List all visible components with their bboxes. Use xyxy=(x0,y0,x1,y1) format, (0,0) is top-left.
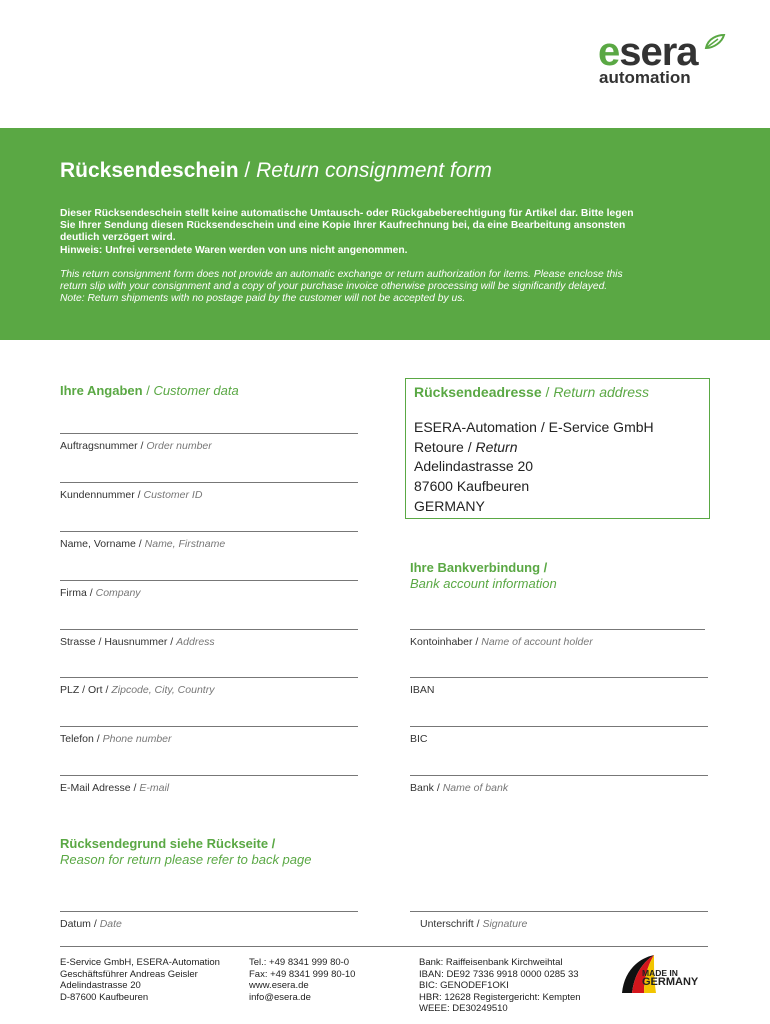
form-title-en: Return consignment form xyxy=(256,159,492,182)
return-reason-heading xyxy=(60,836,311,868)
intro-de-line: deutlich verzögert wird. xyxy=(60,232,176,244)
field-underline xyxy=(60,531,358,532)
label-de: Datum xyxy=(60,918,91,930)
label-en: E-mail xyxy=(139,782,170,794)
footer-phone: Tel.: +49 8341 999 80-0 xyxy=(249,957,350,968)
footer-line: Bank: Raiffeisenbank Kirchweihtal xyxy=(419,957,563,968)
field-underline xyxy=(60,775,358,776)
name-field[interactable] xyxy=(60,538,225,552)
field-underline xyxy=(60,911,358,912)
bank-name-label: Bank / Name of bank xyxy=(410,782,509,794)
footer-email-link[interactable]: info@esera.de xyxy=(249,991,311,1003)
address-label: Strasse / Hausnummer / Address xyxy=(60,636,215,648)
account-holder-field[interactable] xyxy=(410,636,593,650)
bank-name-field[interactable] xyxy=(410,782,508,796)
intro-text-de xyxy=(60,208,720,257)
intro-en-line: return slip with your consignment and a copy of your purchase invoice otherwise processing will be significantly delayed. xyxy=(60,281,608,293)
label-en: Name, Firstname xyxy=(144,538,226,550)
return-dept-de: Retoure xyxy=(414,438,464,455)
footer-line: E-Service GmbH, ESERA-Automation xyxy=(60,957,220,968)
leaf-icon xyxy=(704,34,726,50)
badge-line1: MADE IN xyxy=(642,968,678,978)
label-separator: / xyxy=(473,918,483,930)
footer-contact-info xyxy=(249,957,355,1003)
return-address-dept xyxy=(414,438,654,458)
footer-line: Adelindastrasse 20 xyxy=(60,980,141,991)
field-underline xyxy=(60,629,358,630)
intro-text-en xyxy=(60,269,720,306)
return-address-street: Adelindastrasse 20 xyxy=(414,458,534,475)
label-en: Order number xyxy=(146,440,212,452)
bic-field[interactable] xyxy=(410,733,428,747)
footer-company-info xyxy=(60,957,220,1003)
label-en: Customer ID xyxy=(143,489,203,501)
label-en: Name of account holder xyxy=(481,636,593,648)
label-de: Firma xyxy=(60,587,87,599)
esera-logo xyxy=(596,30,736,94)
footer-line: IBAN: DE92 7336 9918 0000 0285 33 xyxy=(419,968,579,980)
form-title-de: Rücksendeschein xyxy=(60,159,239,182)
field-underline xyxy=(60,433,358,434)
field-underline xyxy=(60,677,358,678)
footer-line: Geschäftsführer Andreas Geisler xyxy=(60,968,198,980)
label-de: Kontoinhaber xyxy=(410,636,473,648)
account-holder-label: Kontoinhaber / Name of account holder xyxy=(410,636,593,648)
zip-city-field[interactable] xyxy=(60,684,214,698)
label-en: Signature xyxy=(482,918,528,930)
label-de: Telefon xyxy=(60,733,94,745)
field-underline xyxy=(60,580,358,581)
date-field[interactable] xyxy=(60,918,122,932)
label-de: Strasse / Hausnummer xyxy=(60,636,168,648)
label-de: Auftragsnummer xyxy=(60,440,138,452)
order-number-label: Auftragsnummer / Order number xyxy=(60,440,212,452)
made-in-germany-text xyxy=(642,969,698,987)
customer-data-heading xyxy=(60,383,239,398)
bank-heading-en: Bank account information xyxy=(410,575,557,591)
iban-field[interactable] xyxy=(410,684,435,698)
address-field[interactable] xyxy=(60,636,215,650)
email-label: E-Mail Adresse / E-mail xyxy=(60,782,170,794)
footer-divider xyxy=(60,946,708,947)
label-en: Address xyxy=(176,636,215,648)
return-address-heading xyxy=(414,384,649,400)
intro-en-note: Note: Return shipments with no postage paid by the customer will not be accepted by us. xyxy=(60,293,466,305)
return-address-heading-de: Rücksendeadresse xyxy=(414,384,542,400)
bic-label: BIC xyxy=(410,733,428,745)
email-field[interactable] xyxy=(60,782,169,796)
zip-city-label: PLZ / Ort / Zipcode, City, Country xyxy=(60,684,215,696)
logo-word-rest: sera xyxy=(619,30,698,74)
field-underline xyxy=(410,911,708,912)
footer-line: WEEE: DE30249510 xyxy=(419,1003,508,1014)
footer-line: D-87600 Kaufbeuren xyxy=(60,991,149,1003)
label-de: PLZ / Ort xyxy=(60,684,103,696)
label-en: Zipcode, City, Country xyxy=(111,684,215,696)
label-de: Name, Vorname xyxy=(60,538,136,550)
intro-en-line: This return consignment form does not provide an automatic exchange or return authorization for items. Please enclose this xyxy=(60,269,623,280)
customer-heading-separator: / xyxy=(142,383,154,398)
name-label: Name, Vorname / Name, Firstname xyxy=(60,538,226,550)
field-underline xyxy=(410,775,708,776)
return-dept-en: Return xyxy=(475,438,518,455)
customer-heading-de: Ihre Angaben xyxy=(60,383,143,398)
footer-website-link[interactable]: www.esera.de xyxy=(249,980,309,991)
label-de: Kundennummer xyxy=(60,489,135,501)
intro-de-line: Sie Ihrer Sendung diesen Rücksendeschein und eine Kopie Ihrer Kaufrechnung bei, da eine Bearbeitung ansonsten xyxy=(60,220,626,232)
customer-heading-en: Customer data xyxy=(153,383,239,398)
field-underline xyxy=(410,726,708,727)
date-label xyxy=(60,918,122,930)
return-address-country: GERMANY xyxy=(414,497,485,514)
field-underline xyxy=(410,677,708,678)
field-underline xyxy=(60,482,358,483)
return-address-city: 87600 Kaufbeuren xyxy=(414,478,530,495)
intro-de-note: Hinweis: Unfrei versendete Waren werden von uns nicht angenommen. xyxy=(60,244,408,256)
intro-banner xyxy=(0,128,770,340)
label-de: E-Mail Adresse xyxy=(60,782,131,794)
bank-account-heading xyxy=(410,560,557,591)
order-number-field[interactable] xyxy=(60,440,212,454)
return-address-lines xyxy=(414,418,654,517)
return-dept-separator: / xyxy=(463,438,476,455)
label-en: Company xyxy=(95,587,141,599)
label-en: Date xyxy=(99,918,122,930)
customer-id-field[interactable] xyxy=(60,489,202,503)
signature-field[interactable] xyxy=(410,918,527,932)
made-in-germany-badge xyxy=(618,949,708,1003)
signature-label xyxy=(410,918,527,930)
badge-line2: GERMANY xyxy=(642,976,699,988)
footer-fax: Fax: +49 8341 999 80-10 xyxy=(249,968,356,980)
phone-field[interactable] xyxy=(60,733,172,747)
label-en: Name of bank xyxy=(442,782,509,794)
form-title-separator: / xyxy=(238,159,257,182)
footer-line: HBR: 12628 Registergericht: Kempten xyxy=(419,991,581,1003)
field-underline xyxy=(60,726,358,727)
logo-subtitle: automation xyxy=(599,68,691,87)
logo-letter-e: e xyxy=(598,30,620,74)
reason-heading-de: Rücksendegrund siehe Rückseite / xyxy=(60,836,276,851)
return-address-company: ESERA-Automation / E-Service GmbH xyxy=(414,419,654,435)
bank-heading-de: Ihre Bankverbindung / xyxy=(410,560,548,575)
label-separator: / xyxy=(90,918,100,930)
footer-bank-info xyxy=(419,957,581,1015)
reason-heading-en: Reason for return please refer to back page xyxy=(60,852,312,867)
label-en: Phone number xyxy=(102,733,172,745)
return-address-heading-separator: / xyxy=(541,384,554,400)
label-de: Unterschrift xyxy=(420,918,474,930)
phone-label: Telefon / Phone number xyxy=(60,733,172,745)
company-label: Firma / Company xyxy=(60,587,141,599)
label-de: Bank xyxy=(410,782,434,794)
iban-label: IBAN xyxy=(410,684,435,696)
intro-de-line: Dieser Rücksendeschein stellt keine automatische Umtausch- oder Rückgabeberechtigung für Artikel dar. Bitte legen xyxy=(60,208,634,219)
customer-id-label: Kundennummer / Customer ID xyxy=(60,489,203,501)
company-field[interactable] xyxy=(60,587,141,601)
return-address-heading-en: Return address xyxy=(553,384,650,400)
return-address-box xyxy=(405,378,710,519)
field-underline xyxy=(410,629,705,630)
footer-line: BIC: GENODEF1OKI xyxy=(419,980,509,991)
form-title xyxy=(60,159,492,183)
